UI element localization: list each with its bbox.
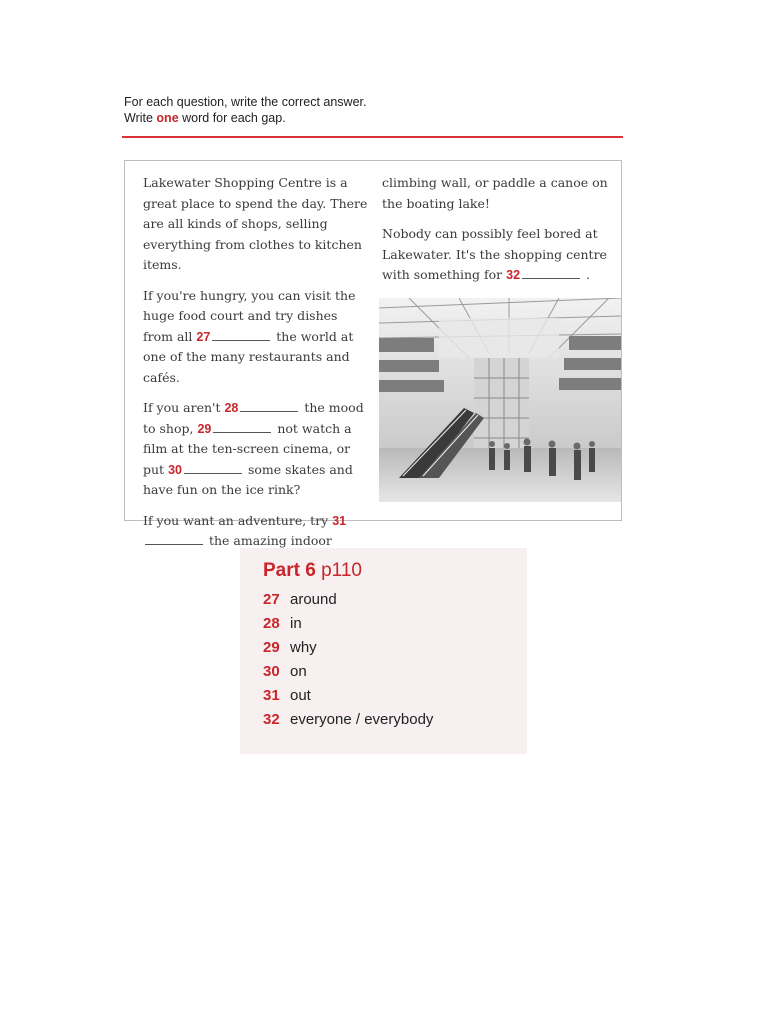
- answer-item: [263, 684, 433, 708]
- answer-gap-28: [240, 401, 298, 412]
- page-label: p110: [321, 560, 362, 581]
- passage-text: If you want an adventure, try: [143, 512, 333, 528]
- answer-text: around: [290, 591, 337, 608]
- answer-gap-32: [522, 268, 580, 279]
- passage-paragraph-1: Lakewater Shopping Centre is a great place to spend the day. There are all kinds of shops, selling everything from clothes to kitchen items.: [143, 175, 368, 272]
- passage-text: Nobody can possibly feel bored at Lakewater. It's the shopping centre with something for: [382, 226, 607, 282]
- passage-right-column: [382, 173, 608, 296]
- answer-text: everyone / everybody: [290, 711, 434, 728]
- answer-gap-27: [212, 330, 270, 341]
- answer-item: [263, 612, 433, 636]
- answer-key: [240, 548, 527, 754]
- answer-list: [263, 588, 433, 732]
- red-divider: [122, 136, 623, 138]
- answer-number: 30: [263, 663, 280, 680]
- answer-gap-29: [213, 422, 271, 433]
- answer-number: 32: [263, 711, 280, 728]
- question-number-30: 30: [168, 462, 182, 477]
- instructions-text: word for each gap.: [178, 111, 286, 125]
- question-number-31: 31: [332, 513, 347, 528]
- passage-text: .: [582, 267, 590, 282]
- answer-text: why: [290, 639, 317, 656]
- passage-paragraph-5: climbing wall, or paddle a canoe on the boating lake!: [382, 175, 608, 211]
- passage-text: some skates and have fun on the ice rink?: [143, 461, 353, 497]
- shopping-mall-photo: [379, 298, 621, 502]
- answer-number: 28: [263, 615, 280, 632]
- part-label: Part 6: [263, 560, 316, 581]
- answer-text: on: [290, 663, 307, 680]
- question-number-29: 29: [197, 421, 212, 436]
- instructions: [124, 94, 366, 126]
- answer-key-title: [263, 560, 362, 582]
- instructions-text: Write: [124, 111, 157, 125]
- passage-text: If you're hungry, you can visit the huge food court and try dishes from all: [143, 287, 356, 344]
- passage-left-column: [143, 173, 369, 562]
- passage-text: not watch a film at the ten-screen cinema, or put: [143, 420, 352, 477]
- instructions-line-2: [124, 110, 366, 126]
- passage-paragraph-2: [143, 286, 369, 389]
- instructions-highlight: one: [156, 111, 179, 125]
- answer-text: out: [290, 687, 311, 704]
- passage-box: [124, 160, 622, 548]
- passage-paragraph-3: [143, 398, 369, 501]
- answer-number: 27: [263, 591, 280, 608]
- answer-number: 31: [263, 687, 280, 704]
- question-number-27: 27: [196, 329, 211, 344]
- question-number-28: 28: [224, 401, 239, 415]
- answer-text: in: [290, 615, 302, 632]
- answer-item: [263, 588, 433, 612]
- answer-number: 29: [263, 639, 280, 656]
- answer-item: [263, 708, 433, 732]
- passage-paragraph-4: [143, 511, 369, 552]
- answer-gap-31: [145, 534, 203, 545]
- answer-gap-30: [184, 463, 242, 474]
- answer-item: [263, 636, 433, 660]
- question-number-32: 32: [506, 268, 521, 282]
- instructions-line-1: For each question, write the correct answer.: [124, 95, 367, 109]
- passage-text: the world at one of the many restaurants and cafés.: [143, 328, 354, 385]
- passage-text: If you aren't: [143, 400, 225, 415]
- passage-text: the amazing indoor: [205, 533, 332, 548]
- passage-text: the mood to shop,: [143, 400, 364, 436]
- answer-item: [263, 660, 433, 684]
- passage-paragraph-6: [382, 224, 608, 286]
